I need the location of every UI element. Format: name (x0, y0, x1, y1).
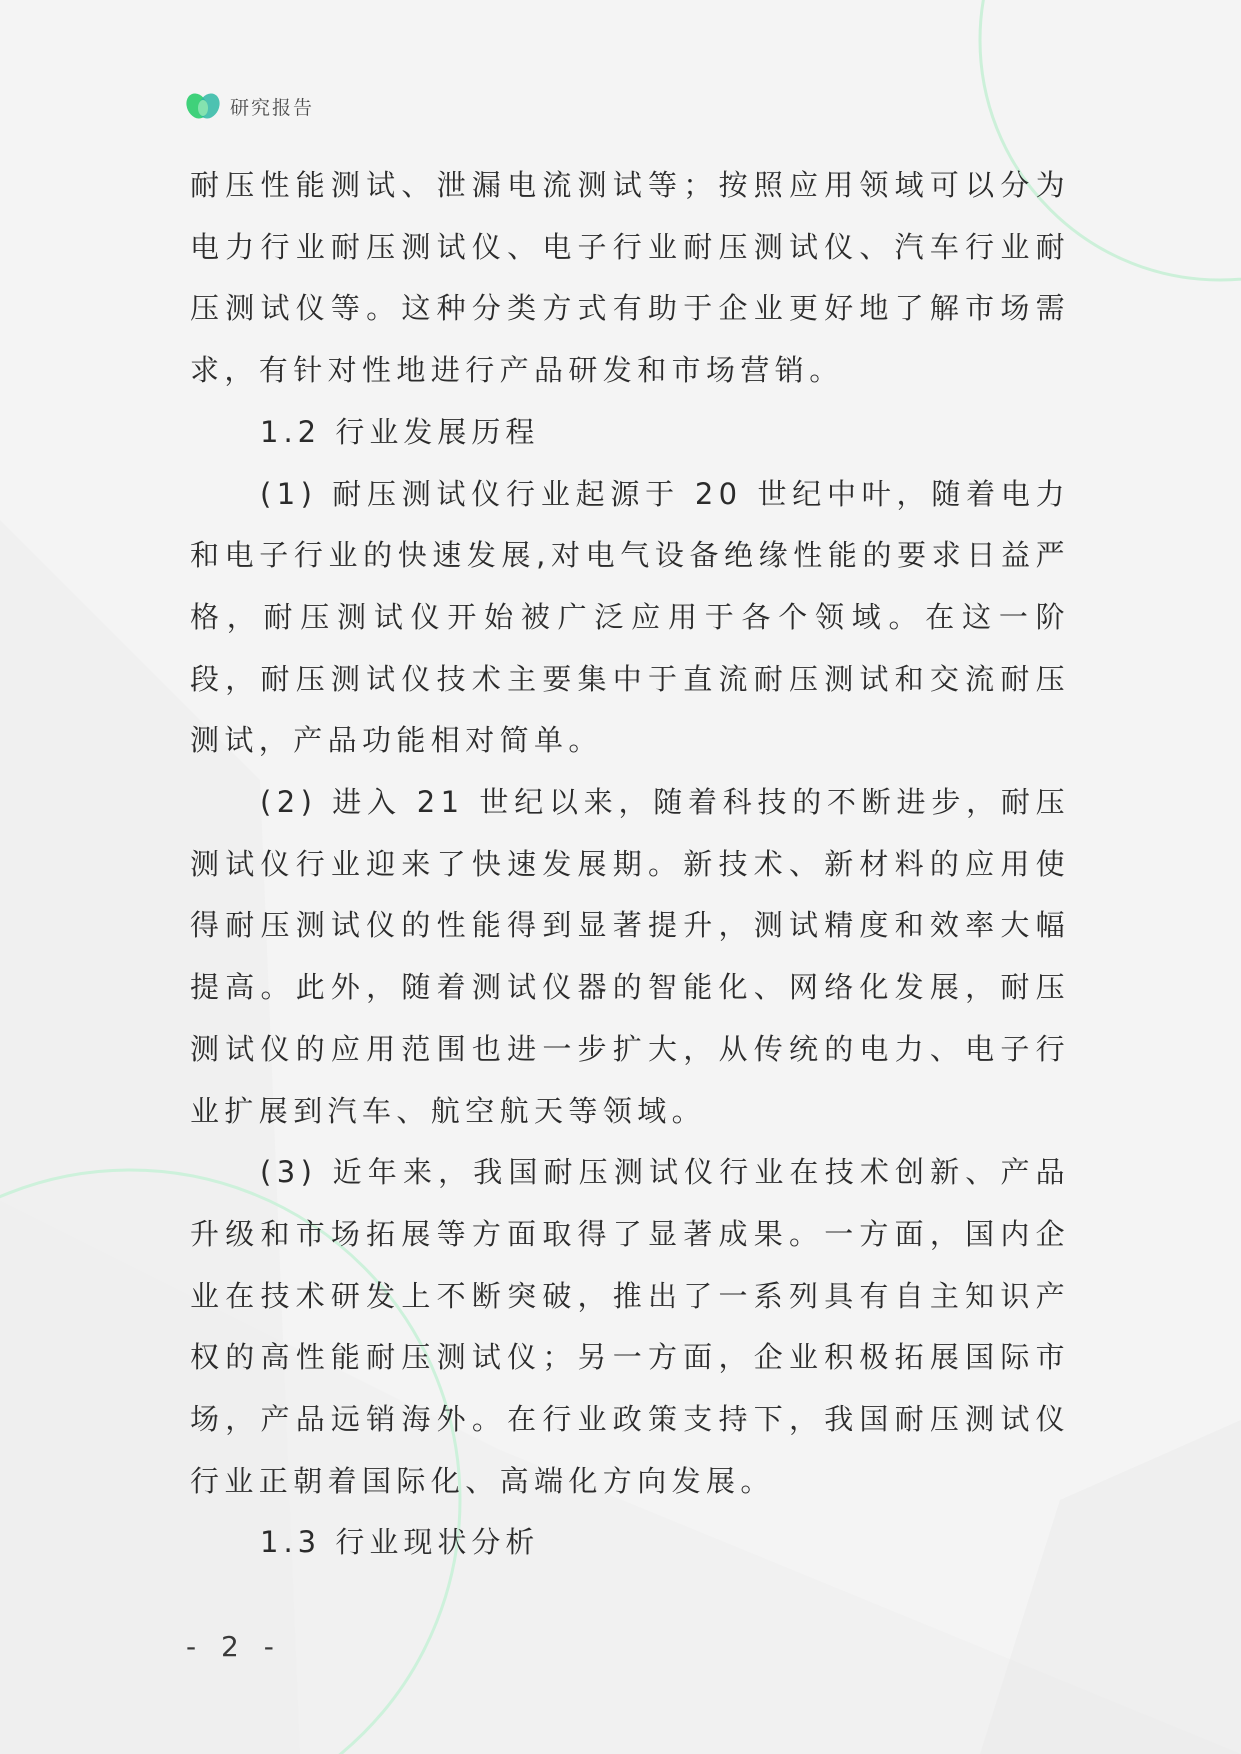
paragraph-history-1: (1) 耐压测试仪行业起源于 20 世纪中叶，随着电力和电子行业的快速发展,对电气设备绝缘性能的要求日益严格，耐压测试仪开始被广泛应用于各个领域。在这一阶段，耐压测试仪技术主要集中于直流耐压测试和交流耐压测试，产品功能相对简单。 (190, 476, 1070, 758)
report-header (186, 88, 314, 124)
section-heading-1-3: 1.3 行业现状分析 (260, 1525, 540, 1560)
header-title: 研究报告 (230, 96, 315, 119)
paragraph-classification: 耐压性能测试、泄漏电流测试等；按照应用领域可以分为电力行业耐压测试仪、电子行业耐压测试仪、汽车行业耐压测试仪等。这种分类方式有助于企业更好地了解市场需求，有针对性地进行产品研发和市场营销。 (190, 168, 1070, 388)
paragraph-history-3: (3) 近年来，我国耐压测试仪行业在技术创新、产品升级和市场拓展等方面取得了显著成果。一方面，国内企业在技术研发上不断突破，推出了一系列具有自主知识产权的高性能耐压测试仪；另一方面，企业积极拓展国际市场，产品远销海外。在行业政策支持下，我国耐压测试仪行业正朝着国际化、高端化方向发展。 (190, 1155, 1070, 1498)
document-body (190, 155, 1070, 1574)
page-number: - 2 - (186, 1630, 282, 1663)
section-heading-1-2: 1.2 行业发展历程 (260, 414, 540, 449)
green-leaf-logo-icon (186, 90, 222, 122)
paragraph-history-2: (2) 进入 21 世纪以来，随着科技的不断进步，耐压测试仪行业迎来了快速发展期。新技术、新材料的应用使得耐压测试仪的性能得到显著提升，测试精度和效率大幅提高。此外，随着测试仪器的智能化、网络化发展，耐压测试仪的应用范围也进一步扩大，从传统的电力、电子行业扩展到汽车、航空航天等领域。 (190, 785, 1070, 1128)
